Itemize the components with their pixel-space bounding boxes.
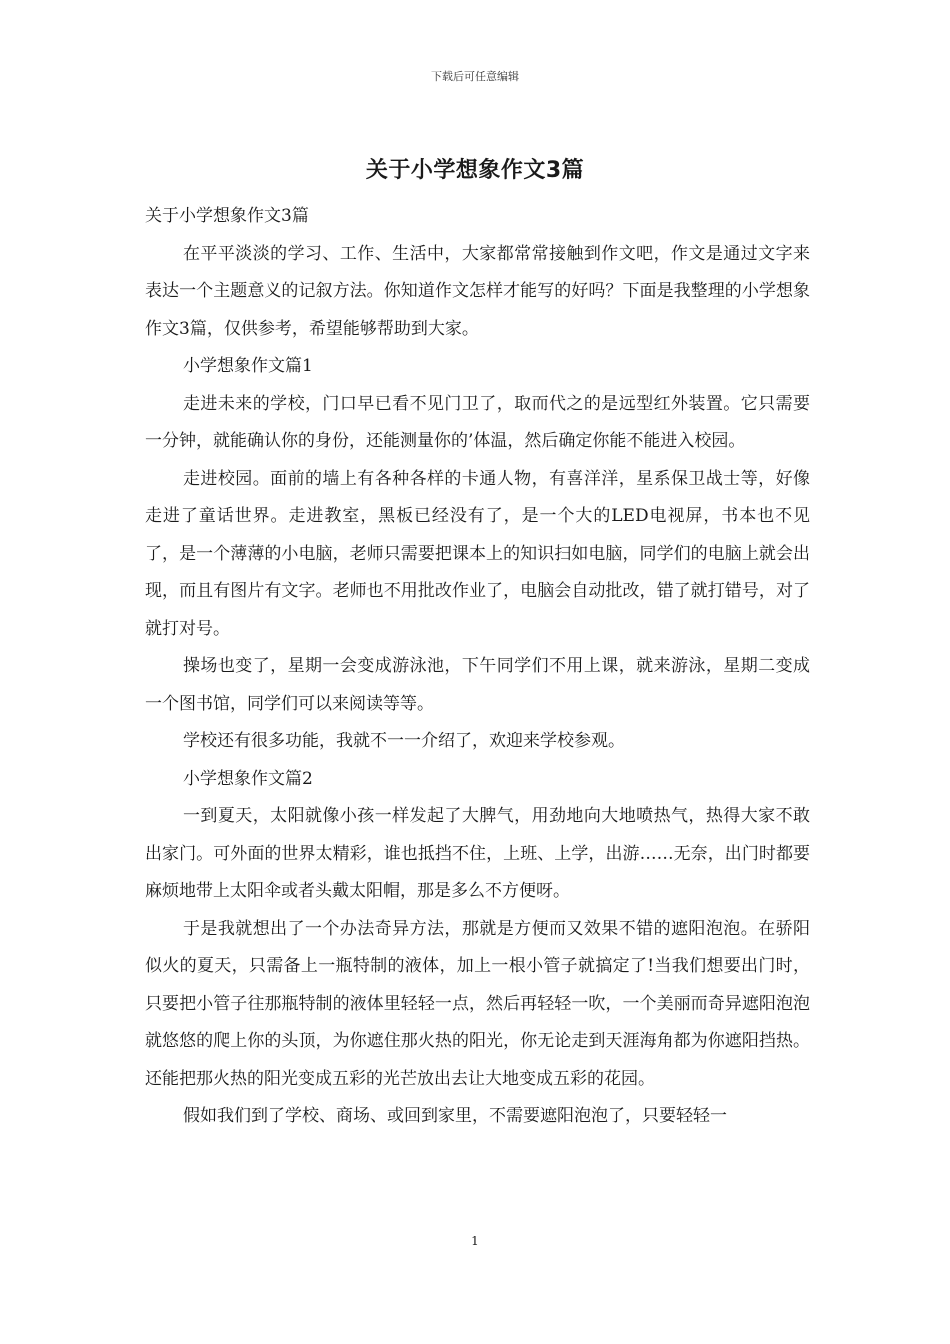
page-number: 1 (471, 1234, 479, 1248)
paragraph: 在平平淡淡的学习、工作、生活中，大家都常常接触到作文吧，作文是通过文字来表达一个主题意义的记叙方法。你知道作文怎样才能写的好吗？下面是我整理的小学想象作文3篇，仅供参考，希望能够帮助到大家。 (145, 243, 810, 339)
section-heading: 小学想象作文篇1 (183, 356, 313, 376)
paragraph: 于是我就想出了一个办法奇异方法，那就是方便而又效果不错的遮阳泡泡。在骄阳似火的夏天，只需备上一瓶特制的液体，加上一根小管子就搞定了!当我们想要出门时，只要把小管子往那瓶特制的液体里轻轻一点，然后再轻轻一吹，一个美丽而奇异遮阳泡泡就悠悠的爬上你的头顶，为你遮住那火热的阳光，你无论走到天涯海角都为你遮阳挡热。还能把那火热的阳光变成五彩的光芒放出去让大地变成五彩的花园。 (145, 918, 810, 1089)
paragraph: 学校还有很多功能，我就不一一介绍了，欢迎来学校参观。 (183, 731, 625, 751)
paragraph: 操场也变了，星期一会变成游泳池，下午同学们不用上课，就来游泳，星期二变成一个图书馆，同学们可以来阅读等等。 (145, 656, 810, 714)
paragraph: 关于小学想象作文3篇 (145, 206, 309, 226)
header-note: 下载后可任意编辑 (431, 70, 519, 83)
paragraph: 走进校园。面前的墙上有各种各样的卡通人物，有喜洋洋，星系保卫战士等，好像走进了童话世界。走进教室，黑板已经没有了，是一个大的LED电视屏，书本也不见了，是一个薄薄的小电脑，老师只需要把课本上的知识扫如电脑，同学们的电脑上就会出现，而且有图片有文字。老师也不用批改作业了，电脑会自动批改，错了就打错号，对了就打对号。 (145, 468, 810, 639)
paragraph: 走进未来的学校，门口早已看不见门卫了，取而代之的是远型红外装置。它只需要一分钟，就能确认你的身份，还能测量你的’体温，然后确定你能不能进入校园。 (145, 393, 810, 451)
section-heading: 小学想象作文篇2 (183, 768, 313, 789)
paragraph: 假如我们到了学校、商场、或回到家里，不需要遮阳泡泡了，只要轻轻一 (183, 1106, 727, 1126)
document-title: 关于小学想象作文3篇 (365, 158, 585, 183)
paragraph: 一到夏天，太阳就像小孩一样发起了大脾气，用劲地向大地喷热气，热得大家不敢出家门。可外面的世界太精彩，谁也抵挡不住，上班、上学，出游……无奈，出门时都要麻烦地带上太阳伞或者头戴太阳帽，那是多么不方便呀。 (145, 806, 810, 901)
document-body (145, 198, 810, 1136)
